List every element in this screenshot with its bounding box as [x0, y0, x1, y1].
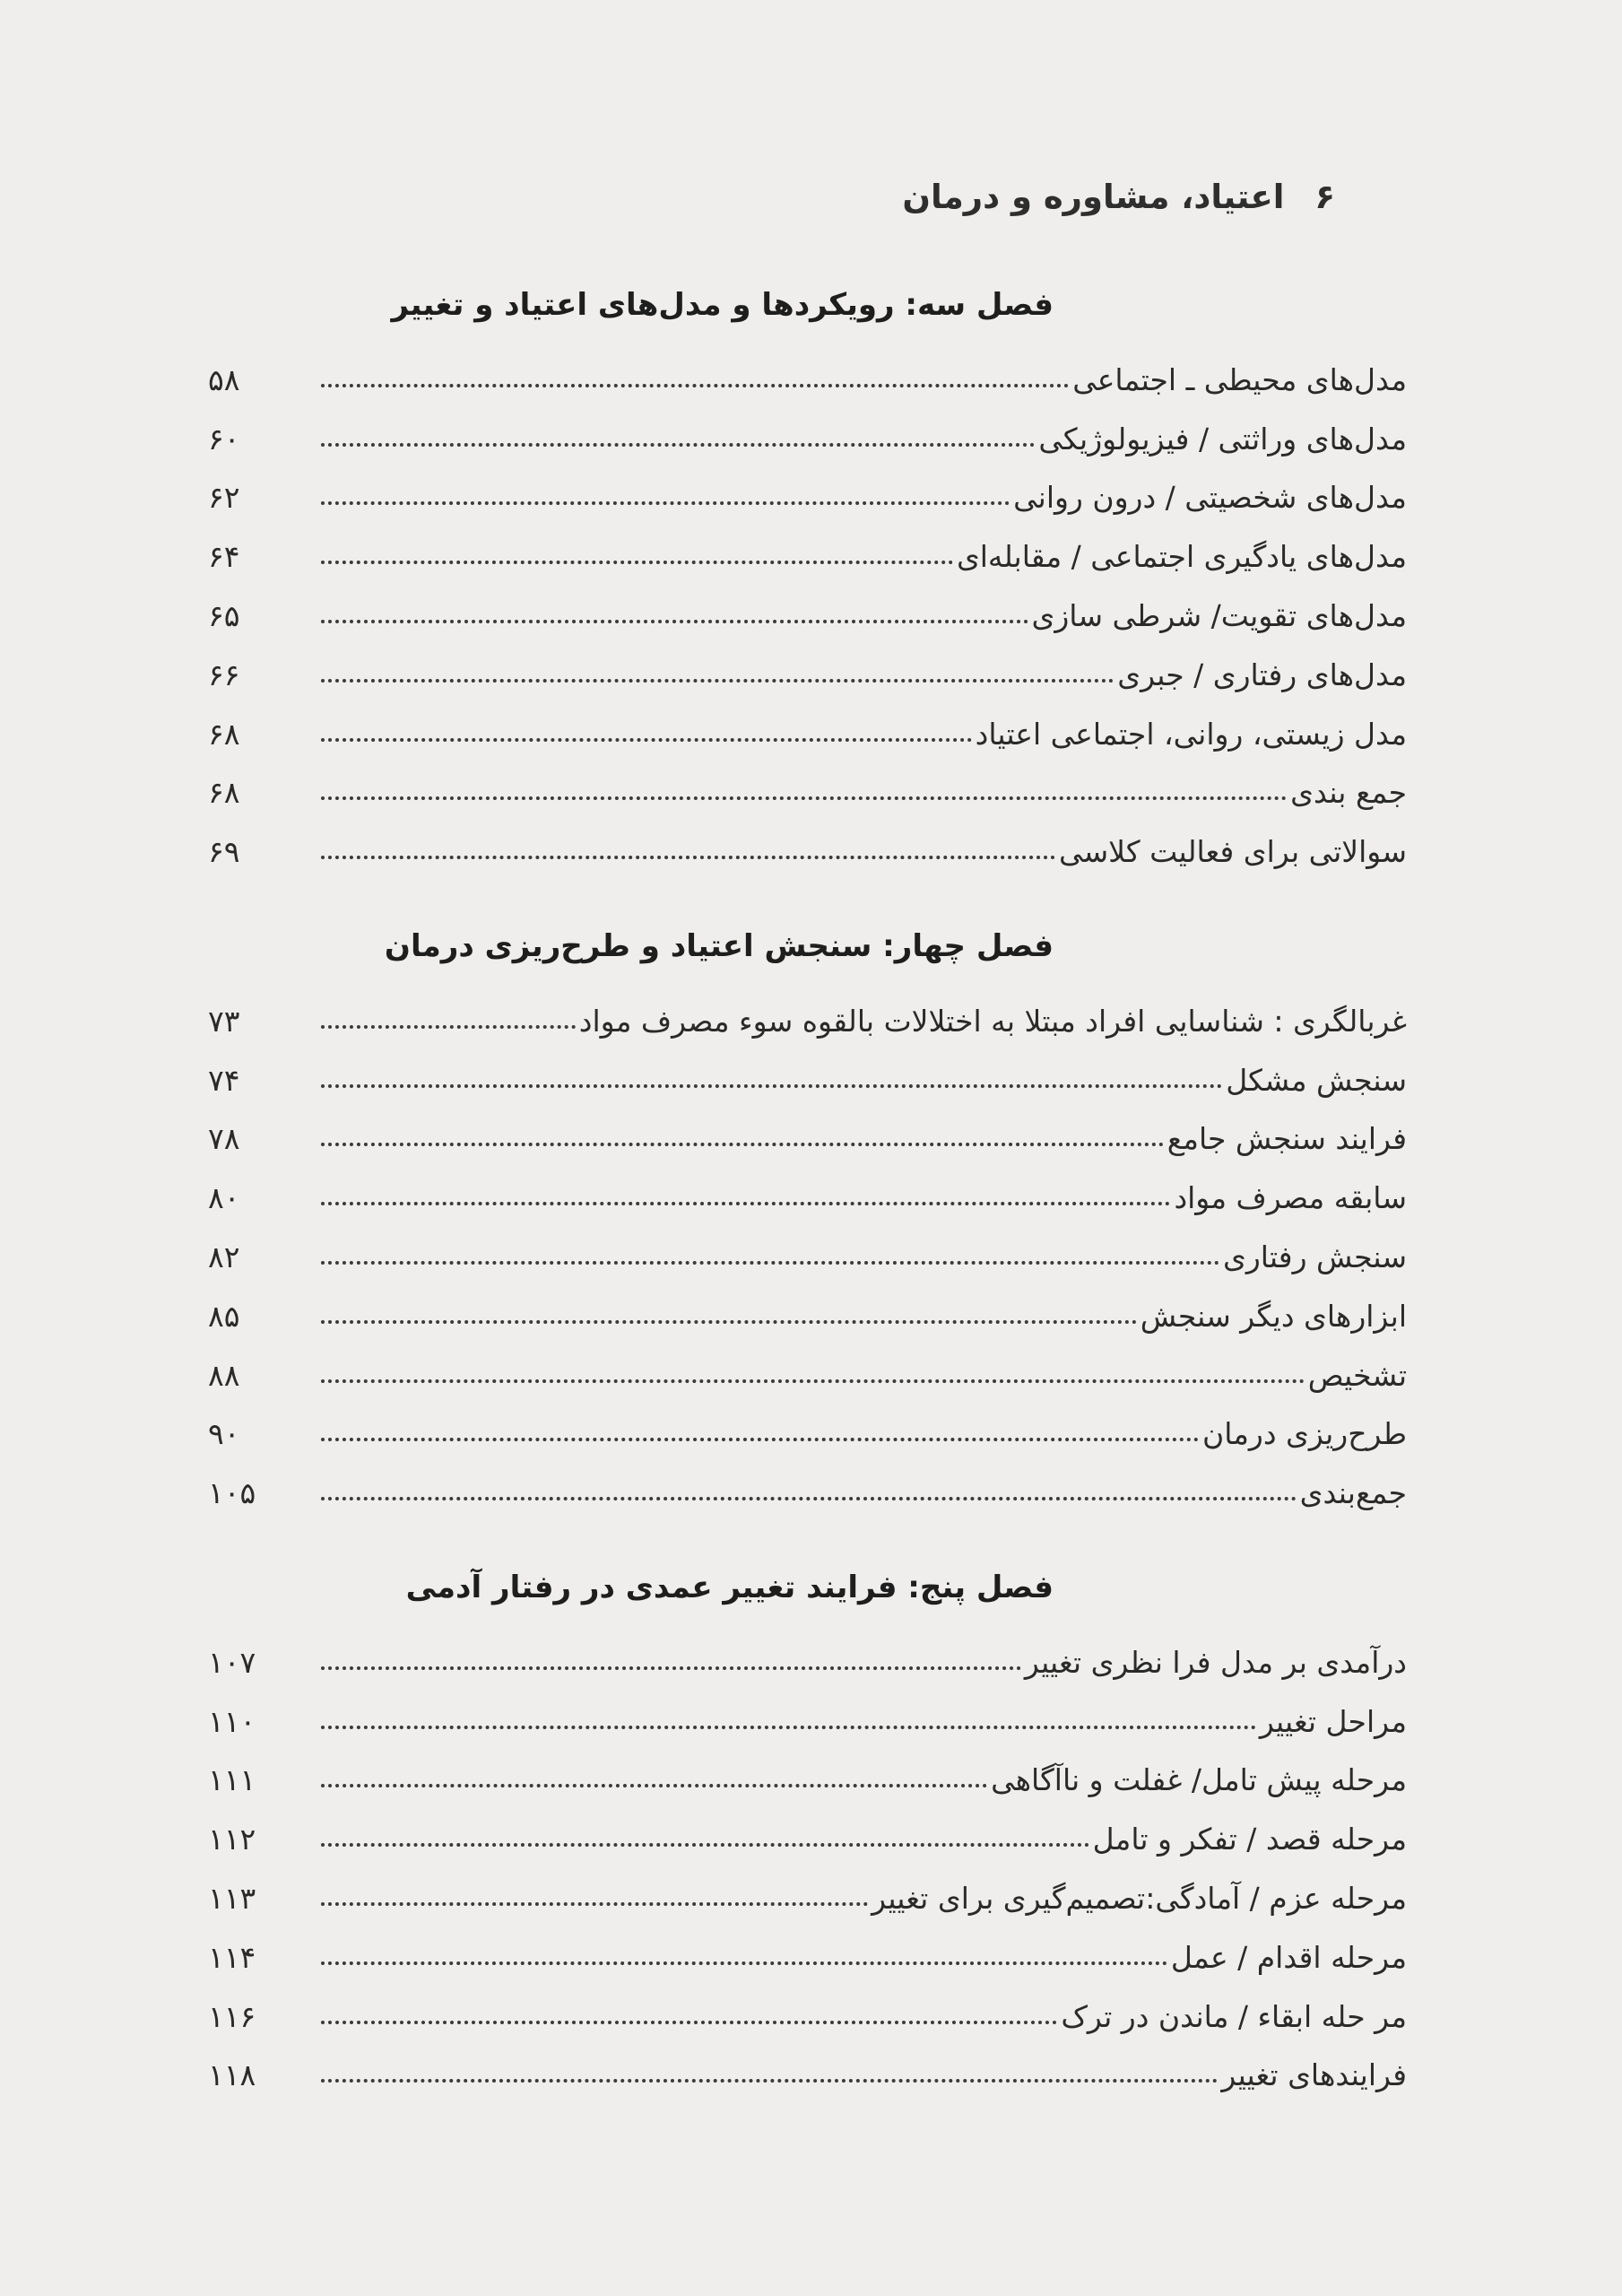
- dot-leader: [321, 1784, 987, 1787]
- entry-label: مرحله پیش تامل/ غفلت و ناآگاهی: [991, 1762, 1407, 1798]
- toc-entry: [208, 1100, 1407, 1160]
- entry-page-number: ۶۲: [208, 480, 240, 516]
- toc-entry: [208, 813, 1407, 872]
- entry-page-number: ۶۶: [208, 657, 240, 692]
- toc-entry: [208, 982, 1407, 1041]
- entry-label: مراحل تغییر: [1259, 1703, 1407, 1739]
- toc-entry: [208, 1623, 1407, 1683]
- section-title: فصل سه: رویکردها و مدل‌های اعتیاد و تغییر: [391, 287, 1054, 323]
- toc-entry: [208, 577, 1407, 636]
- entry-label: مدل زیستی، روانی، اجتماعی اعتیاد: [975, 716, 1407, 752]
- entry-page-number: ۱۱۳: [208, 1880, 256, 1916]
- toc-entry: [208, 1859, 1407, 1918]
- dot-leader: [321, 1438, 1199, 1441]
- entry-page-number: ۱۱۱: [208, 1762, 256, 1798]
- entry-label: مر حله ابقاء / ماندن در ترک: [1061, 1998, 1407, 2034]
- entry-page-number: ۸۰: [208, 1180, 240, 1216]
- dot-leader: [321, 796, 1287, 800]
- entry-page-number: ۱۱۶: [208, 1998, 256, 2034]
- dot-leader: [321, 501, 1010, 505]
- entry-page-number: ۱۱۴: [208, 1939, 256, 1975]
- entry-label: فرایندهای تغییر: [1221, 2057, 1407, 2093]
- entry-label: مدل‌های شخصیتی / درون روانی: [1013, 480, 1407, 516]
- entry-page-number: ۱۰۷: [208, 1644, 256, 1680]
- toc-entry: [208, 2037, 1407, 2096]
- entry-page-number: ۷۳: [208, 1003, 240, 1039]
- entry-label: مرحله قصد / تفکر و تامل: [1092, 1822, 1407, 1857]
- dot-leader: [321, 561, 953, 564]
- entry-label: جمع‌بندی: [1299, 1475, 1407, 1511]
- dot-leader: [321, 1202, 1170, 1205]
- entry-label: مدل‌های تقویت/ شرطی سازی: [1031, 597, 1407, 633]
- entry-page-number: ۸۵: [208, 1298, 240, 1334]
- entry-page-number: ۶۸: [208, 775, 240, 811]
- entry-label: سابقه مصرف مواد: [1174, 1180, 1407, 1216]
- dot-leader: [321, 856, 1055, 859]
- dot-leader: [321, 2021, 1057, 2024]
- entry-label: جمع بندی: [1290, 775, 1407, 811]
- toc-entry: [208, 517, 1407, 577]
- entry-label: فرایند سنجش جامع: [1167, 1121, 1407, 1157]
- entry-label: سنجش رفتاری: [1223, 1239, 1407, 1274]
- entry-page-number: ۱۰۵: [208, 1475, 256, 1511]
- dot-leader: [321, 1320, 1137, 1324]
- entry-label: تشخیص: [1307, 1357, 1407, 1393]
- entry-page-number: ۶۰: [208, 421, 240, 457]
- entry-label: غربالگری : شناسایی افراد مبتلا به اختلالات بالقوه سوء مصرف مواد: [578, 1003, 1407, 1039]
- entry-page-number: ۱۱۲: [208, 1822, 256, 1857]
- dot-leader: [321, 384, 1069, 387]
- entry-label: مرحله اقدام / عمل: [1170, 1939, 1407, 1975]
- toc-entry: [208, 1218, 1407, 1277]
- toc-section-chapter-4: [208, 910, 1407, 1513]
- toc-entry: [208, 1159, 1407, 1218]
- dot-leader: [321, 1902, 868, 1906]
- toc-entry: [208, 1978, 1407, 2037]
- dot-leader: [321, 1084, 1222, 1088]
- entry-page-number: ۱۱۸: [208, 2057, 256, 2093]
- dot-leader: [321, 1961, 1167, 1965]
- toc-entry: [208, 1454, 1407, 1513]
- entry-page-number: ۶۴: [208, 539, 240, 575]
- toc-entry: [208, 1742, 1407, 1801]
- entry-page-number: ۹۰: [208, 1416, 240, 1452]
- dot-leader: [321, 1666, 1021, 1670]
- dot-leader: [321, 738, 972, 742]
- entry-label: ابزارهای دیگر سنجش: [1140, 1298, 1407, 1334]
- toc-entry: [208, 1041, 1407, 1100]
- entry-page-number: ۶۵: [208, 597, 240, 633]
- page-number: ۶: [1314, 178, 1335, 216]
- toc-entry: [208, 695, 1407, 754]
- running-head: [902, 178, 1335, 216]
- dot-leader: [321, 443, 1035, 447]
- entry-label: سنجش مشکل: [1226, 1062, 1407, 1098]
- entry-page-number: ۷۴: [208, 1062, 240, 1098]
- dot-leader: [321, 1843, 1089, 1847]
- entry-label: مدل‌های محیطی ـ اجتماعی: [1072, 361, 1407, 397]
- toc-entry: [208, 1396, 1407, 1455]
- toc-entry: [208, 1800, 1407, 1859]
- entry-label: طرح‌ریزی درمان: [1201, 1416, 1407, 1452]
- toc-entry: [208, 341, 1407, 400]
- dot-leader: [321, 1025, 576, 1029]
- dot-leader: [321, 679, 1114, 683]
- entry-page-number: ۶۸: [208, 716, 240, 752]
- book-title: اعتیاد، مشاوره و درمان: [902, 178, 1285, 216]
- dot-leader: [321, 1497, 1297, 1500]
- dot-leader: [321, 620, 1028, 623]
- entry-page-number: ۵۸: [208, 361, 240, 397]
- toc-entry: [208, 1918, 1407, 1978]
- toc-entry: [208, 754, 1407, 813]
- toc-entry: [208, 1336, 1407, 1396]
- entry-label: مدل‌های وراثتی / فیزیولوژیکی: [1038, 421, 1407, 457]
- entry-label: درآمدی بر مدل فرا نظری تغییر: [1024, 1644, 1407, 1680]
- toc-entry: [208, 400, 1407, 459]
- dot-leader: [321, 1379, 1305, 1383]
- toc-entry: [208, 459, 1407, 518]
- toc-section-chapter-3: [208, 269, 1407, 872]
- entry-page-number: ۱۱۰: [208, 1703, 256, 1739]
- toc-entry: [208, 1683, 1407, 1742]
- entry-label: سوالاتی برای فعالیت کلاسی: [1059, 834, 1407, 870]
- entry-page-number: ۸۸: [208, 1357, 240, 1393]
- section-title: فصل پنج: فرایند تغییر عمدی در رفتار آدمی: [405, 1570, 1054, 1605]
- entry-page-number: ۷۸: [208, 1121, 240, 1157]
- entry-label: مدل‌های رفتاری / جبری: [1117, 657, 1407, 692]
- section-title: فصل چهار: سنجش اعتیاد و طرح‌ریزی درمان: [384, 928, 1054, 964]
- entry-label: مدل‌های یادگیری اجتماعی / مقابله‌ای: [956, 539, 1407, 575]
- dot-leader: [321, 1261, 1219, 1265]
- dot-leader: [321, 2079, 1218, 2083]
- toc-section-chapter-5: [208, 1552, 1407, 2095]
- toc-entry: [208, 1277, 1407, 1336]
- toc-entry: [208, 636, 1407, 695]
- dot-leader: [321, 1143, 1164, 1146]
- entry-page-number: ۶۹: [208, 834, 240, 870]
- entry-label: مرحله عزم / آمادگی:تصمیم‌گیری برای تغییر: [872, 1880, 1407, 1916]
- dot-leader: [321, 1726, 1256, 1729]
- entry-page-number: ۸۲: [208, 1239, 240, 1274]
